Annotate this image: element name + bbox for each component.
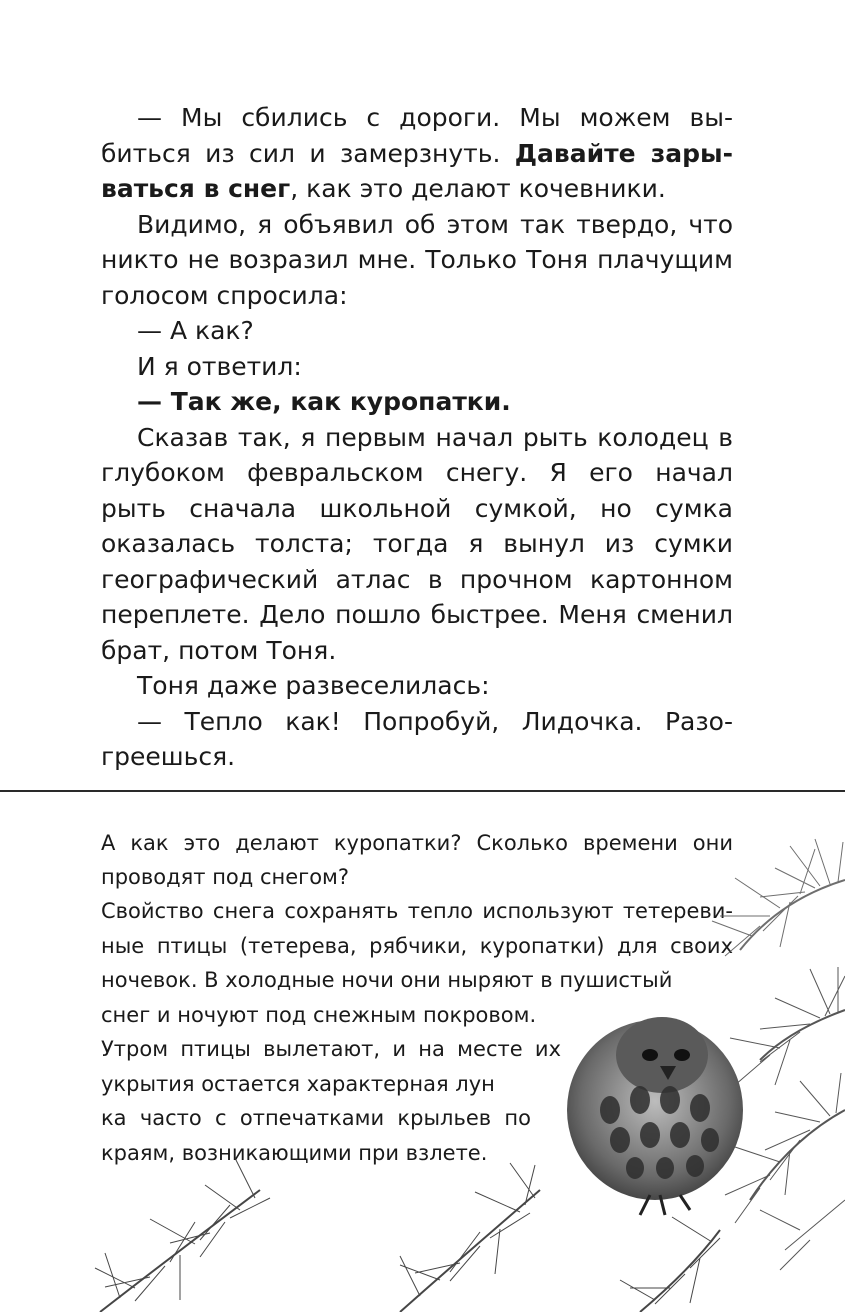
pine-branch-icon: [730, 967, 845, 1085]
story-paragraph: [101, 384, 733, 420]
pine-branch-icon: [620, 1217, 720, 1312]
pine-branch-icon: [725, 1073, 845, 1270]
story-paragraph: — А как?: [137, 316, 254, 345]
sidebar-question: А как это делают куропатки? Сколько времени они проводят под снегом?: [101, 831, 733, 889]
story-paragraph: Сказав так, я первым начал рыть колодец в глубоком февральском снегу. Я его начал рыть сначала школьной сумкой, но сумка оказалась толста; тогда я вынул из сумки географический атлас в прочном картонном переплете. Дело пошло быстрее. Меня сменил брат, потом Тоня.: [101, 422, 733, 665]
story-paragraph: — Мы сбились с дороги. Мы можем выбиться из сил и замерзнуть. Давайте зарываться в снег, как это делают кочевники.: [101, 103, 733, 203]
section-divider: [0, 790, 845, 792]
pine-branch-icon: [95, 1158, 270, 1312]
story-paragraph: Тоня даже развеселилась:: [137, 671, 490, 700]
sidebar-answer: снег и ночуют под снежным покровом.: [101, 1002, 537, 1027]
pine-branch-icon: [400, 1163, 540, 1312]
story-text: [101, 100, 733, 775]
info-sidebar: [101, 826, 733, 1170]
sidebar-answer: ка часто с отпечатками крыльев по краям, возникающими при взлете.: [101, 1106, 531, 1165]
story-paragraph: И я ответил:: [137, 351, 302, 381]
sidebar-answer: Утром птицы вылетают, и на месте их укрытия остается характерная лун: [101, 1037, 561, 1096]
story-paragraph: Видимо, я объявил об этом так твердо, что никто не возразил мне. Только Тоня плачущим голосом спросила:: [101, 209, 733, 310]
bold-phrase: — Так же, как куропатки.: [137, 387, 511, 416]
bold-phrase: Давайте зарываться в снег: [101, 138, 733, 203]
story-paragraph: — Тепло как! Попробуй, Лидочка. Разогреешься.: [101, 706, 733, 771]
sidebar-answer: Свойство снега сохранять тепло используют тетеревиные птицы (тетерева, рябчики, куропатки) для своих ночевок. В холодные ночи они ныряют в пушистый: [101, 899, 733, 992]
